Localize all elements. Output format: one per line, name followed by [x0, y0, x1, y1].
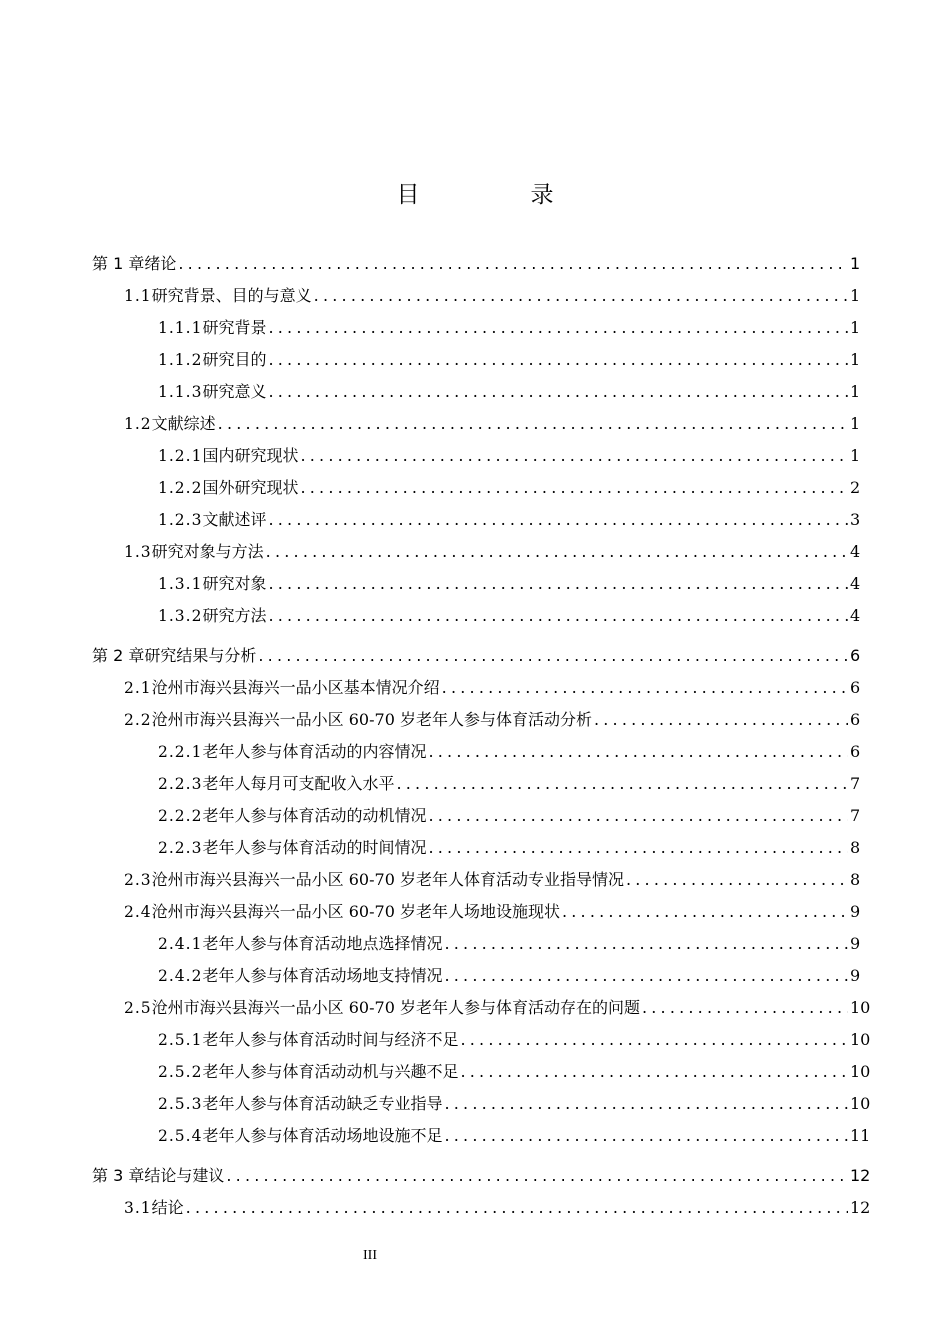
- toc-entry-2-5-1[interactable]: [158, 1020, 871, 1050]
- toc-entry-number: 2.4.2: [158, 967, 203, 985]
- toc-entry-3-1[interactable]: [124, 1188, 871, 1218]
- toc-entry-2-4-2[interactable]: [158, 956, 860, 986]
- toc-entry-number: 1.3: [124, 543, 152, 561]
- toc-entry-page: 12: [850, 1198, 871, 1217]
- toc-entry-1-2[interactable]: [124, 404, 860, 434]
- toc-entry-title: 沧州市海兴县海兴一品小区基本情况介绍: [151, 678, 440, 697]
- toc-entry-number: 2.4.1: [158, 935, 203, 953]
- toc-entry-number: 第 3 章: [92, 1166, 145, 1185]
- toc-entry-number: 2.3: [124, 871, 152, 889]
- toc-leader-dots: [428, 838, 848, 858]
- toc-entry-2-2-3b[interactable]: [158, 828, 860, 858]
- toc-entry-number: 1.3.2: [158, 607, 203, 625]
- toc-entry-2-2[interactable]: [124, 700, 860, 730]
- toc-entry-page: 1: [850, 350, 861, 369]
- toc-entry-page: 6: [850, 710, 861, 729]
- toc-entry-2-2-2[interactable]: [158, 796, 860, 826]
- toc-entry-title: 国内研究现状: [202, 446, 299, 465]
- toc-entry-chapter-1[interactable]: [92, 244, 860, 274]
- toc-leader-dots: [268, 382, 848, 402]
- toc-leader-dots: [428, 742, 848, 762]
- toc-entry-1-3[interactable]: [124, 532, 860, 562]
- toc-leader-dots: [428, 806, 848, 826]
- toc-entry-page: 10: [850, 998, 871, 1017]
- toc-entry-page: 9: [850, 966, 861, 985]
- toc-leader-dots: [444, 1094, 848, 1114]
- toc-entry-2-5[interactable]: [124, 988, 871, 1018]
- toc-entry-number: 1.1.1: [158, 319, 203, 337]
- toc-entry-page: 10: [850, 1094, 871, 1113]
- toc-entry-number: 1.1: [124, 287, 152, 305]
- toc-leader-dots: [444, 966, 848, 986]
- toc-entry-title: 沧州市海兴县海兴一品小区 60-70 岁老年人参与体育活动分析: [151, 710, 592, 729]
- toc-entry-page: 12: [850, 1166, 871, 1185]
- toc-leader-dots: [442, 678, 848, 698]
- toc-entry-page: 10: [850, 1062, 871, 1081]
- toc-entry-number: 1.1.3: [158, 383, 203, 401]
- toc-entry-1-2-1[interactable]: [158, 436, 860, 466]
- toc-leader-dots: [268, 510, 848, 530]
- toc-entry-page: 11: [850, 1126, 871, 1145]
- toc-leader-dots: [178, 254, 848, 274]
- toc-entry-number: 1.2: [124, 415, 152, 433]
- toc-entry-page: 4: [850, 542, 861, 561]
- toc-entry-2-3[interactable]: [124, 860, 860, 890]
- toc-leader-dots: [186, 1198, 848, 1218]
- toc-leader-dots: [218, 414, 848, 434]
- toc-entry-number: 2.5: [124, 999, 152, 1017]
- toc-entry-number: 2.5.1: [158, 1031, 203, 1049]
- toc-entry-page: 4: [850, 574, 861, 593]
- toc-entry-chapter-2[interactable]: [92, 636, 860, 666]
- toc-entry-title: 老年人每月可支配收入水平: [202, 774, 395, 793]
- toc-entry-page: 2: [850, 478, 861, 497]
- toc-entry-page: 9: [850, 902, 861, 921]
- toc-entry-1-1[interactable]: [124, 276, 860, 306]
- toc-entry-title: 老年人参与体育活动缺乏专业指导: [202, 1094, 443, 1113]
- toc-entry-title: 研究结果与分析: [144, 646, 257, 665]
- toc-entry-page: 1: [850, 318, 861, 337]
- toc-entry-title: 老年人参与体育活动时间与经济不足: [202, 1030, 459, 1049]
- toc-entry-2-4[interactable]: [124, 892, 860, 922]
- toc-entry-title: 沧州市海兴县海兴一品小区 60-70 岁老年人体育活动专业指导情况: [151, 870, 624, 889]
- toc-entry-title: 老年人参与体育活动的时间情况: [202, 838, 427, 857]
- toc-entry-title: 老年人参与体育活动地点选择情况: [202, 934, 443, 953]
- toc-entry-title: 文献综述: [151, 414, 216, 433]
- toc-leader-dots: [396, 774, 848, 794]
- toc-leader-dots: [300, 446, 848, 466]
- toc-leader-dots: [626, 870, 848, 890]
- toc-entry-number: 1.2.3: [158, 511, 203, 529]
- toc-entry-title: 研究背景、目的与意义: [151, 286, 312, 305]
- toc-entry-2-5-3[interactable]: [158, 1084, 871, 1114]
- toc-entry-title: 研究目的: [202, 350, 267, 369]
- toc-entry-title: 结论与建议: [144, 1166, 225, 1185]
- toc-entry-title: 老年人参与体育活动的动机情况: [202, 806, 427, 825]
- toc-leader-dots: [268, 350, 848, 370]
- page-title: 目 录: [396, 182, 598, 208]
- toc-entry-1-2-2[interactable]: [158, 468, 860, 498]
- toc-entry-title: 结论: [151, 1198, 184, 1217]
- toc-leader-dots: [314, 286, 848, 306]
- toc-entry-title: 研究背景: [202, 318, 267, 337]
- toc-leader-dots: [460, 1030, 848, 1050]
- toc-entry-page: 7: [850, 774, 861, 793]
- toc-entry-number: 3.1: [124, 1199, 152, 1217]
- toc-entry-title: 沧州市海兴县海兴一品小区 60-70 岁老年人参与体育活动存在的问题: [151, 998, 640, 1017]
- toc-entry-1-2-3[interactable]: [158, 500, 860, 530]
- toc-entry-title: 沧州市海兴县海兴一品小区 60-70 岁老年人场地设施现状: [151, 902, 560, 921]
- toc-entry-number: 1.3.1: [158, 575, 203, 593]
- toc-entry-number: 2.4: [124, 903, 152, 921]
- toc-entry-number: 2.5.2: [158, 1063, 203, 1081]
- toc-entry-page: 1: [850, 382, 861, 401]
- toc-entry-page: 8: [850, 870, 861, 889]
- toc-entry-number: 2.2.2: [158, 807, 203, 825]
- toc-entry-page: 3: [850, 510, 861, 529]
- toc-entry-page: 1: [850, 286, 861, 305]
- toc-entry-1-1-2[interactable]: [158, 340, 860, 370]
- toc-entry-2-2-1[interactable]: [158, 732, 860, 762]
- toc-entry-number: 2.5.4: [158, 1127, 203, 1145]
- toc-leader-dots: [444, 1126, 848, 1146]
- toc-entry-1-1-3[interactable]: [158, 372, 860, 402]
- toc-leader-dots: [594, 710, 848, 730]
- toc-entry-2-4-1[interactable]: [158, 924, 860, 954]
- toc-entry-title: 国外研究现状: [202, 478, 299, 497]
- toc-entry-page: 1: [850, 414, 861, 433]
- toc-entry-page: 4: [850, 606, 861, 625]
- toc-entry-page: 6: [850, 742, 861, 761]
- toc-entry-title: 老年人参与体育活动的内容情况: [202, 742, 427, 761]
- toc-entry-page: 10: [850, 1030, 871, 1049]
- toc-entry-title: 老年人参与体育活动场地设施不足: [202, 1126, 443, 1145]
- toc-entry-2-1[interactable]: [124, 668, 860, 698]
- toc-entry-title: 绪论: [144, 254, 177, 273]
- toc-entry-number: 2.2.1: [158, 743, 203, 761]
- toc-leader-dots: [562, 902, 848, 922]
- page-number: III: [363, 1248, 377, 1263]
- toc-entry-title: 老年人参与体育活动动机与兴趣不足: [202, 1062, 459, 1081]
- toc-entry-1-1-1[interactable]: [158, 308, 860, 338]
- toc-entry-page: 6: [850, 678, 861, 697]
- toc-entry-number: 2.2: [124, 711, 152, 729]
- toc-leader-dots: [460, 1062, 848, 1082]
- toc-leader-dots: [642, 998, 848, 1018]
- toc-entry-page: 1: [850, 254, 861, 273]
- toc-entry-number: 1.1.2: [158, 351, 203, 369]
- toc-entry-title: 研究对象: [202, 574, 267, 593]
- toc-entry-number: 2.2.3: [158, 775, 203, 793]
- toc-entry-number: 1.2.2: [158, 479, 203, 497]
- toc-entry-title: 研究对象与方法: [151, 542, 264, 561]
- toc-entry-number: 2.2.3: [158, 839, 203, 857]
- toc-entry-1-3-1[interactable]: [158, 564, 860, 594]
- toc-entry-title: 研究意义: [202, 382, 267, 401]
- toc-leader-dots: [444, 934, 848, 954]
- toc-leader-dots: [258, 646, 848, 666]
- toc-entry-number: 第 1 章: [92, 254, 145, 273]
- toc-entry-number: 2.5.3: [158, 1095, 203, 1113]
- toc-entry-page: 8: [850, 838, 861, 857]
- toc-leader-dots: [226, 1166, 848, 1186]
- toc-entry-number: 1.2.1: [158, 447, 203, 465]
- toc-leader-dots: [268, 574, 848, 594]
- toc-leader-dots: [268, 318, 848, 338]
- toc-entry-number: 第 2 章: [92, 646, 145, 665]
- toc-entry-number: 2.1: [124, 679, 152, 697]
- toc-entry-page: 1: [850, 446, 861, 465]
- toc-entry-2-5-4[interactable]: [158, 1116, 871, 1146]
- toc-leader-dots: [268, 606, 848, 626]
- toc-entry-2-2-3a[interactable]: [158, 764, 860, 794]
- toc-leader-dots: [300, 478, 848, 498]
- toc-entry-page: 9: [850, 934, 861, 953]
- toc-leader-dots: [266, 542, 848, 562]
- toc-entry-2-5-2[interactable]: [158, 1052, 871, 1082]
- toc-entry-title: 老年人参与体育活动场地支持情况: [202, 966, 443, 985]
- toc-entry-page: 7: [850, 806, 861, 825]
- toc-entry-title: 研究方法: [202, 606, 267, 625]
- toc-entry-1-3-2[interactable]: [158, 596, 860, 626]
- toc-entry-chapter-3[interactable]: [92, 1156, 871, 1186]
- toc-entry-title: 文献述评: [202, 510, 267, 529]
- toc-entry-page: 6: [850, 646, 861, 665]
